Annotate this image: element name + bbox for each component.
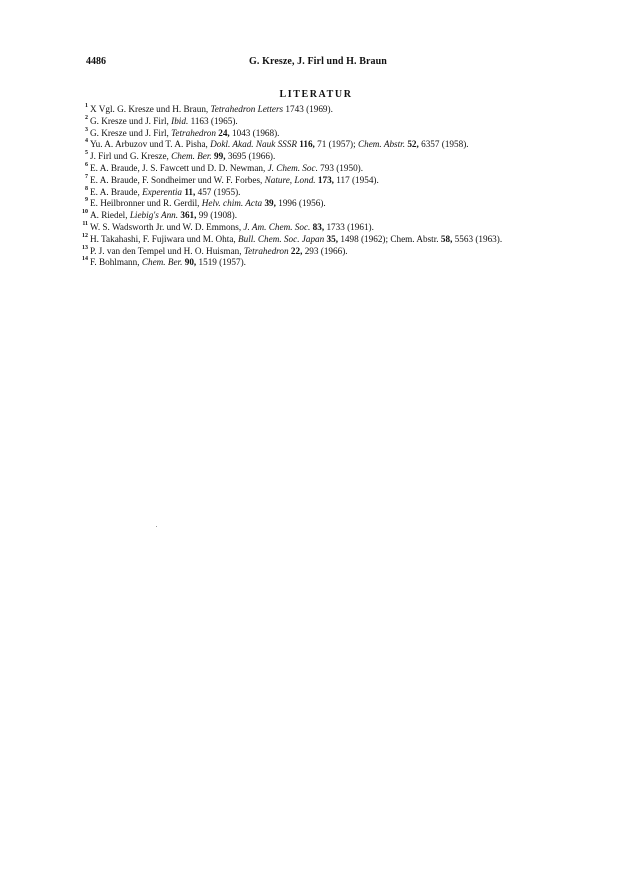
reference-volume: 173, [317,174,334,185]
reference-number: 7 [85,173,88,180]
reference-item [78,175,550,187]
reference-item [78,128,550,140]
reference-volume: 22, [290,245,303,256]
reference-volume: 99, [214,151,226,162]
reference-source: Dokl. Akad. Nauk SSSR [210,139,297,150]
reference-text: 293 (1966). [302,245,348,256]
reference-text: G. Kresze und J. Firl, [90,127,172,138]
reference-text: P. J. van den Tempel und H. O. Huisman, [90,245,244,256]
reference-text: H. Takahashi, F. Fujiwara und M. Ohta, [90,233,238,244]
reference-text: 99 (1908). [196,210,238,221]
reference-volume: 52, [407,139,419,150]
reference-number: 2 [85,114,88,121]
reference-text: 6357 (1958). [418,139,469,150]
reference-number: 5 [85,150,88,157]
reference-source: Tetrahedron [243,245,289,256]
reference-item [78,222,550,234]
reference-number: 8 [85,185,88,192]
reference-volume: 116, [299,139,315,150]
reference-text: 793 (1950). [317,162,364,173]
reference-text: 1996 (1956). [275,198,326,209]
reference-volume: 361, [180,210,197,221]
reference-source: Helv. chim. Acta [201,198,263,209]
reference-number: 9 [85,197,88,204]
reference-item [78,234,550,246]
reference-source: Chem. Ber. [171,151,212,162]
reference-item [78,257,550,269]
reference-volume: 39, [264,198,276,209]
reference-text: 1743 (1969). [283,104,333,114]
reference-text: 1498 (1962); Chem. Abstr. [338,233,441,244]
reference-number: 14 [82,256,88,263]
reference-source: Ibid. [171,115,189,126]
reference-source: Chem. Ber. [141,257,183,268]
scan-speck [156,526,157,527]
reference-item [78,151,550,163]
reference-text: Yu. A. Arbuzov und T. A. Pisha, [90,139,211,150]
reference-item [78,116,550,128]
reference-text: J. Firl und G. Kresze, [90,151,172,162]
reference-text: 1733 (1961). [324,221,374,232]
reference-number: 13 [82,244,88,251]
reference-text: F. Bohlmann, [90,257,142,268]
reference-text: X Vgl. G. Kresze und H. Braun, [90,104,211,114]
reference-text: A. Riedel, [90,210,130,221]
reference-source: Tetrahedron [171,127,216,138]
reference-text: 71 (1957); [314,139,358,150]
reference-text: 1043 (1968). [229,127,280,138]
reference-number: 3 [85,126,88,133]
reference-source: Bull. Chem. Soc. Japan [238,233,325,244]
running-head: G. Kresze, J. Firl und H. Braun [249,56,387,67]
reference-item [78,198,550,210]
reference-volume: 90, [184,257,197,268]
reference-volume: 35, [326,233,339,244]
reference-volume: 58, [440,233,453,244]
reference-item [78,163,550,175]
reference-list [78,104,550,269]
reference-source: J. Am. Chem. Soc. [243,221,311,232]
reference-text: W. S. Wadsworth Jr. und W. D. Emmons, [90,221,244,232]
reference-source: Experentia [142,186,183,197]
reference-text: 457 (1955). [195,186,241,197]
reference-text: E. A. Braude, [90,186,143,197]
reference-source: J. Chem. Soc. [267,162,318,173]
reference-source: Nature, Lond. [264,174,316,185]
reference-item [78,246,550,258]
reference-volume: 24, [218,127,230,138]
reference-number: 12 [82,232,88,239]
reference-text: 3695 (1966). [225,151,276,162]
reference-text: E. Heilbronner und R. Gerdil, [90,198,202,209]
reference-number: 11 [82,220,88,227]
reference-source: Liebig's Ann. [129,210,179,221]
reference-number: 10 [82,209,88,216]
reference-volume: 11, [184,186,196,197]
reference-text: 117 (1954). [333,174,379,185]
reference-number: 4 [85,138,88,145]
reference-item [78,210,550,222]
section-title: LITERATUR [279,89,353,100]
reference-text: G. Kresze und J. Firl, [90,115,172,126]
reference-text: E. A. Braude, J. S. Fawcett und D. D. Newman, [90,162,268,173]
reference-volume: 83, [312,221,325,232]
reference-item [78,187,550,199]
reference-number: 6 [85,161,88,168]
reference-source: Tetrahedron Letters [210,104,284,114]
reference-text: 5563 (1963). [452,233,503,244]
page-number: 4486 [86,56,106,67]
reference-item [78,139,550,151]
reference-number: 1 [85,103,88,109]
reference-text: 1163 (1965). [188,115,238,126]
reference-text: E. A. Braude, F. Sondheimer und W. F. Forbes, [90,174,265,185]
reference-text: 1519 (1957). [196,257,246,268]
reference-item [78,104,550,116]
reference-source: Chem. Abstr. [357,139,406,150]
